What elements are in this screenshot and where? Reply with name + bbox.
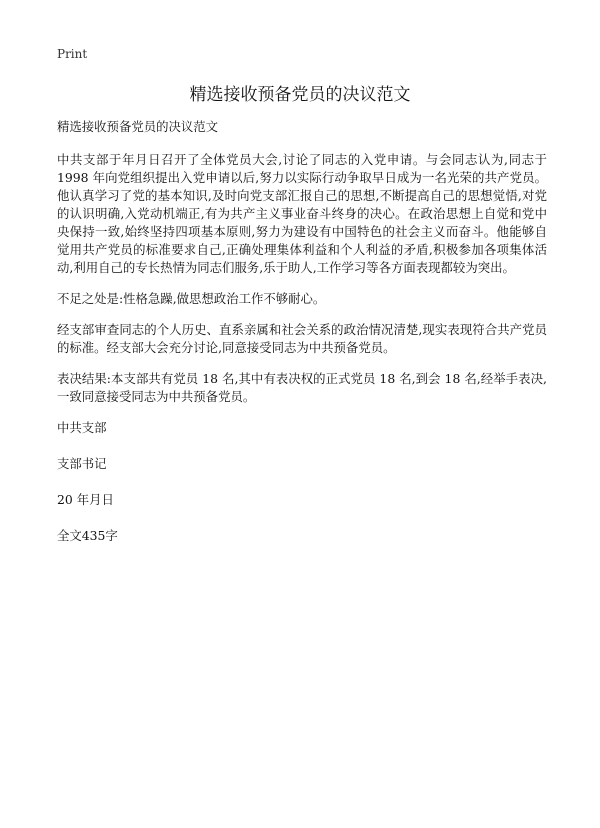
paragraph-review: 经支部审查同志的个人历史、直系亲属和社会关系的政治情况清楚,现实表现符合共产党员的标准。经支部大会充分讨论,同意接受同志为中共预备党员。	[57, 322, 547, 355]
signature-org: 中共支部	[57, 420, 107, 435]
document-title: 精选接收预备党员的决议范文	[189, 85, 411, 105]
paragraph-shortcomings: 不足之处是:性格急躁,做思想政治工作不够耐心。	[57, 291, 326, 306]
print-link[interactable]: Print	[57, 47, 88, 61]
signature-role: 支部书记	[57, 456, 107, 471]
paragraph-vote-result: 表决结果:本支部共有党员 18 名,其中有表决权的正式党员 18 名,到会 18 名,经举手表决,一致同意接受同志为中共预备党员。	[57, 371, 547, 404]
document-body	[57, 118, 547, 563]
paragraph-application: 中共支部于年月日召开了全体党员大会,讨论了同志的入党申请。与会同志认为,同志于 1998 年向党组织提出入党申请以后,努力以实际行动争取早日成为一名光荣的共产党员。他认真学习了党的基本知识,及时向党支部汇报自己的思想,不断提高自己的思想觉悟,对党的认识明确,入党动机端正,有为共产主义事业奋斗终身的决心。在政治思想上自觉和党中央保持一致,始终坚持四项基本原则,努力为建设有中国特色的社会主义而奋斗。他能够自觉用共产党员的标准要求自己,正确处理集体利益和个人利益的矛盾,积极参加各项集体活动,利用自己的专长热情为同志们服务,乐于助人,工作学习等各方面表现都较为突出。	[57, 152, 547, 275]
signature-date: 20 年月日	[57, 492, 114, 507]
word-count: 全文435字	[57, 528, 118, 543]
document-subtitle: 精选接收预备党员的决议范文	[57, 119, 219, 134]
